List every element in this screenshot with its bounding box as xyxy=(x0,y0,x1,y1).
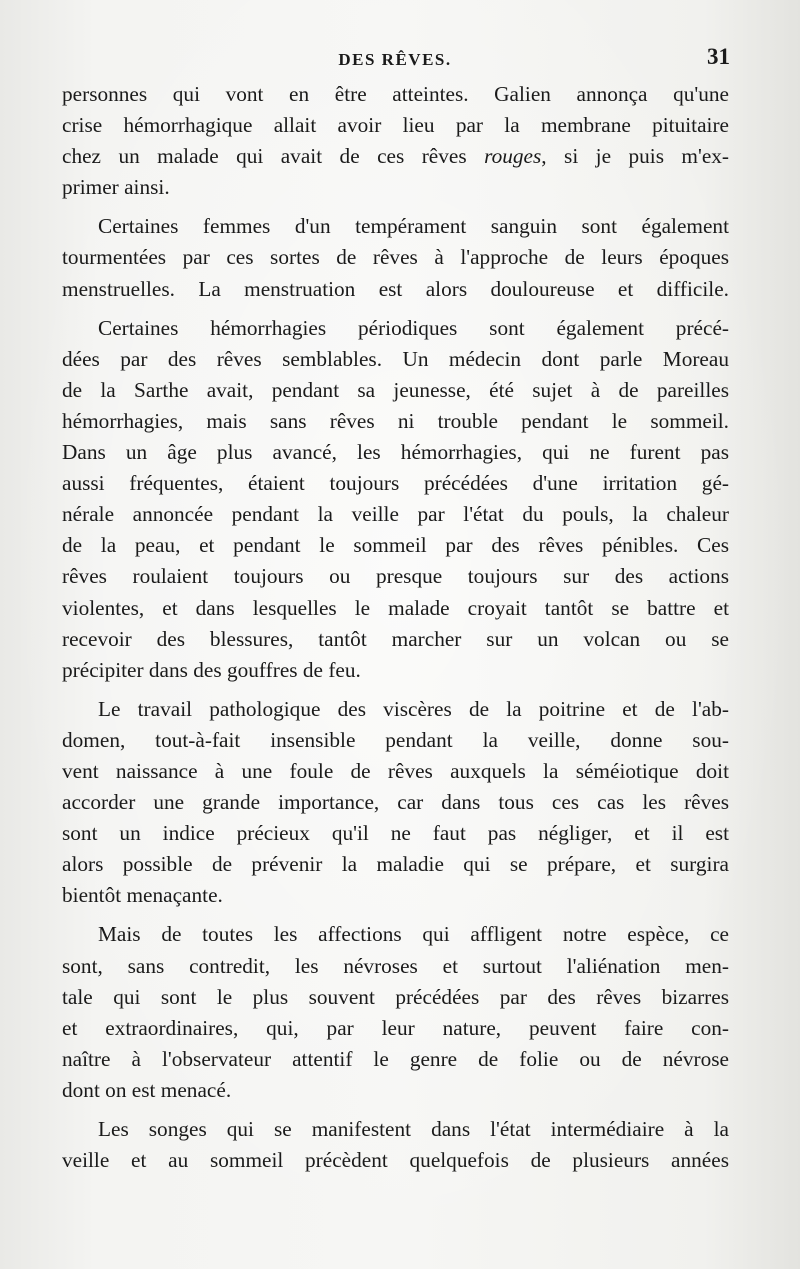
text-line: dont on est menacé. xyxy=(62,1077,232,1102)
text-line: aussi fréquentes, étaient toujours précédées d'une irritation gé- xyxy=(62,471,729,496)
text-line-part: chez un malade qui avait de ces rêves xyxy=(62,144,485,169)
text-line: Certaines femmes d'un tempérament sanguin sont également xyxy=(98,214,729,239)
text-line: nérale annoncée pendant la veille par l'état du pouls, la chaleur xyxy=(62,502,729,527)
text-line: veille et au sommeil précèdent quelquefois de plusieurs années xyxy=(62,1148,729,1173)
text-line: Le travail pathologique des viscères de la poitrine et de l'ab- xyxy=(98,696,729,721)
text-line: Dans un âge plus avancé, les hémorrhagies, qui ne furent pas xyxy=(62,440,729,465)
text-line: naître à l'observateur attentif le genre de folie ou de névrose xyxy=(62,1046,729,1071)
text-line: et extraordinaires, qui, par leur nature, peuvent faire con- xyxy=(62,1015,729,1040)
text-line: vent naissance à une foule de rêves auxquels la séméiotique doit xyxy=(62,758,729,783)
paragraph-2 xyxy=(62,211,729,304)
text-line: alors possible de prévenir la maladie qui se prépare, et surgira xyxy=(62,852,729,877)
text-line: Certaines hémorrhagies périodiques sont également précé- xyxy=(98,315,729,340)
text-line: tale qui sont le plus souvent précédées par des rêves bizarres xyxy=(62,984,729,1009)
text-line: primer ainsi. xyxy=(62,175,170,200)
text-line: tourmentées par ces sortes de rêves à l'approche de leurs époques xyxy=(62,245,729,270)
text-line: personnes qui vont en être atteintes. Galien annonça qu'une xyxy=(62,82,729,106)
text-line: bientôt menaçante. xyxy=(62,883,223,908)
text-line: dées par des rêves semblables. Un médecin dont parle Moreau xyxy=(62,346,729,371)
text-line: violentes, et dans lesquelles le malade croyait tantôt se battre et xyxy=(62,595,729,620)
text-line: domen, tout-à-fait insensible pendant la veille, donne sou- xyxy=(62,727,729,752)
text-line: sont un indice précieux qu'il ne faut pas négliger, et il est xyxy=(62,821,729,846)
paragraph-4 xyxy=(62,694,729,912)
italic-word: rouges xyxy=(484,144,542,169)
paragraph-6 xyxy=(62,1114,729,1176)
paragraph-5 xyxy=(62,919,729,1106)
paragraph-1 xyxy=(62,79,729,203)
text-line: recevoir des blessures, tantôt marcher sur un volcan ou se xyxy=(62,626,729,651)
text-line: hémorrhagies, mais sans rêves ni trouble pendant le sommeil. xyxy=(62,408,729,433)
text-line: précipiter dans des gouffres de feu. xyxy=(62,657,361,682)
text-line: rêves roulaient toujours ou presque toujours sur des actions xyxy=(62,564,729,589)
text-line: crise hémorrhagique allait avoir lieu par la membrane pituitaire xyxy=(62,113,729,138)
text-line-part: , si je puis m'ex- xyxy=(541,144,729,169)
running-head xyxy=(60,44,730,74)
page-number: 31 xyxy=(707,44,730,69)
text-line-with-italic xyxy=(62,141,729,172)
text-line: sont, sans contredit, les névroses et surtout l'aliénation men- xyxy=(62,953,729,978)
text-line: de la peau, et pendant le sommeil par des rêves pénibles. Ces xyxy=(62,533,729,558)
running-title: DES RÊVES. xyxy=(338,50,452,69)
text-line: menstruelles. La menstruation est alors douloureuse et difficile. xyxy=(62,276,729,301)
text-line: Mais de toutes les affections qui affligent notre espèce, ce xyxy=(98,922,729,947)
text-line: accorder une grande importance, car dans tous ces cas les rêves xyxy=(62,790,729,815)
text-line: Les songes qui se manifestent dans l'état intermédiaire à la xyxy=(98,1117,729,1141)
text-line: de la Sarthe avait, pendant sa jeunesse, été sujet à de pareilles xyxy=(62,377,729,402)
body-text xyxy=(62,79,729,1176)
paragraph-3 xyxy=(62,313,729,686)
